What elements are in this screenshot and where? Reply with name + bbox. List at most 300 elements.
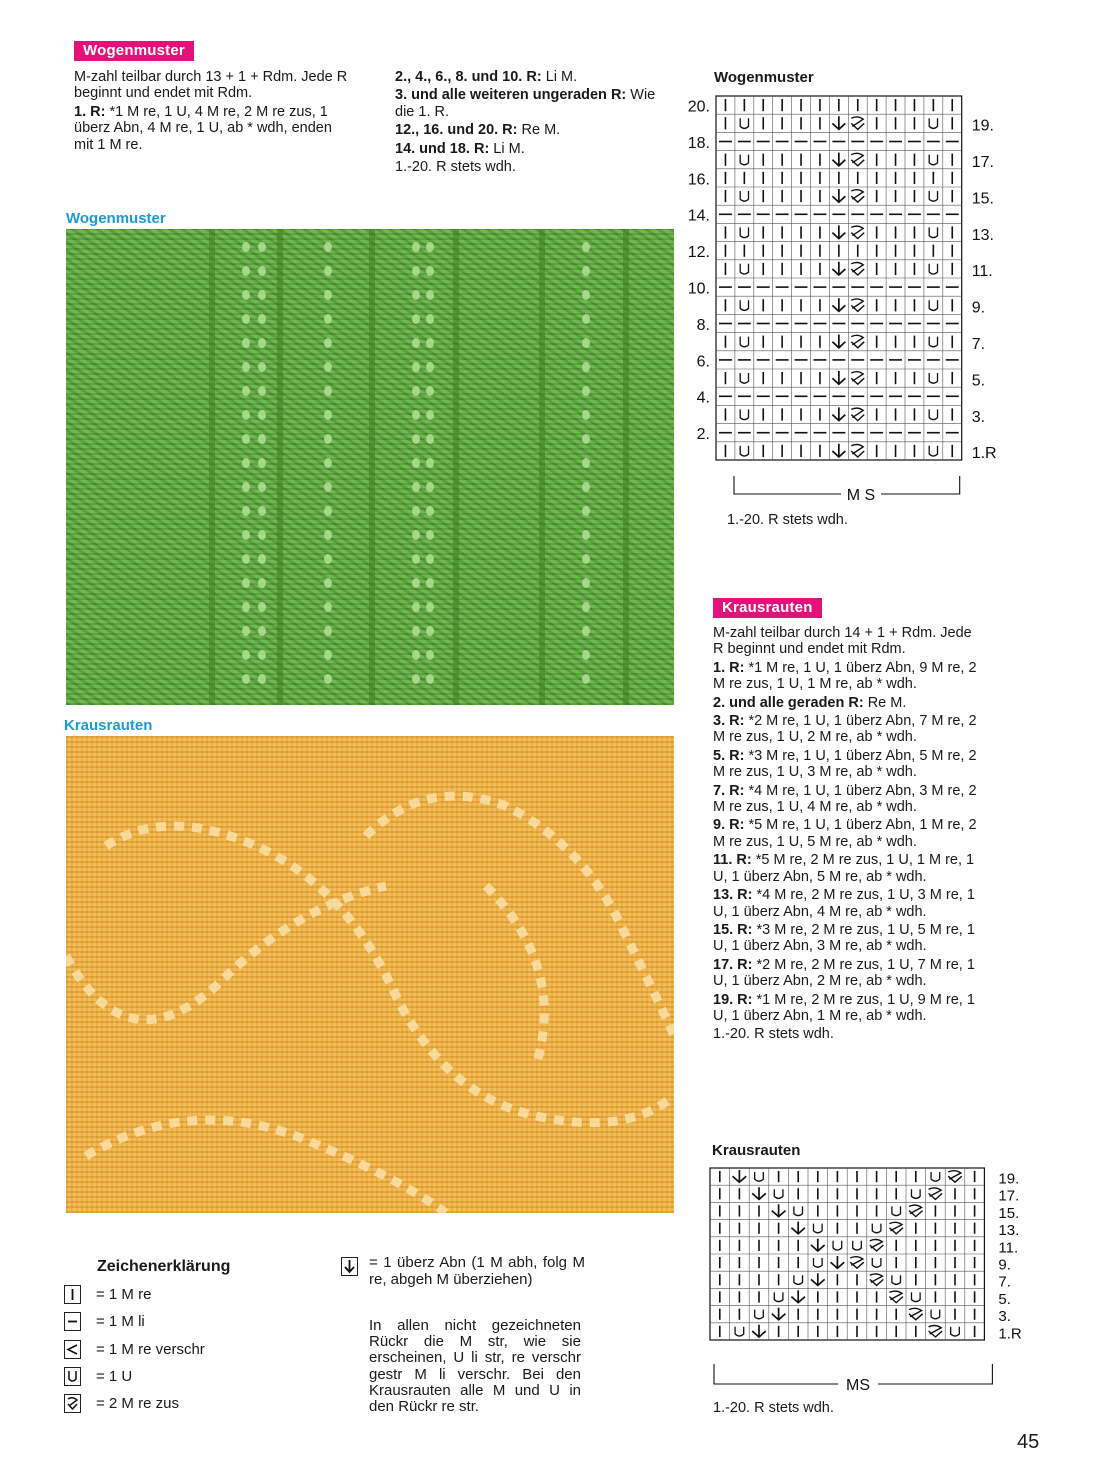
kraus-paragraph bbox=[713, 887, 985, 920]
row-lead: 12., 16. und 20. R: bbox=[395, 122, 518, 139]
yarnover-icon bbox=[833, 1241, 842, 1250]
eyelet bbox=[324, 338, 332, 348]
k2tog-icon bbox=[851, 299, 864, 311]
yarnover-icon bbox=[853, 1241, 862, 1250]
eyelet bbox=[258, 602, 266, 612]
eyelet bbox=[426, 650, 434, 660]
k2tog-icon bbox=[909, 1205, 923, 1216]
eyelet bbox=[426, 458, 434, 468]
yarnover-icon bbox=[740, 373, 748, 383]
row-text: Li M. bbox=[541, 69, 578, 85]
yarnover-icon bbox=[929, 227, 937, 237]
yarnover-icon bbox=[929, 373, 937, 383]
eyelet bbox=[582, 386, 590, 396]
wogen-col1-paragraph bbox=[74, 104, 348, 153]
eyelet bbox=[324, 650, 332, 660]
k2tog-icon bbox=[851, 445, 864, 457]
eyelet bbox=[324, 242, 332, 252]
eyelet bbox=[324, 554, 332, 564]
legend-item-text: = 1 M re verschr bbox=[96, 1341, 205, 1358]
row-number-label: 8. bbox=[696, 316, 710, 334]
kraus-paragraph bbox=[713, 783, 985, 816]
row-number-label: 17. bbox=[998, 1187, 1020, 1205]
yarnover-icon bbox=[755, 1310, 764, 1319]
yarnover-icon bbox=[740, 227, 748, 237]
row-text: *4 M re, 1 U, 1 überz Abn, 3 M re, 2 M re zus, 1 U, 4 M re, ab * wdh. bbox=[713, 782, 977, 816]
eyelet bbox=[426, 530, 434, 540]
yarnover-icon bbox=[735, 1327, 744, 1336]
row-number-label: 12. bbox=[687, 244, 710, 262]
k2tog-icon bbox=[851, 263, 864, 275]
krausrauten-chart bbox=[700, 1164, 1040, 1394]
row-text: *1 M re, 2 M re zus, 1 U, 9 M re, 1 U, 1 überz Abn, 1 M re, ab * wdh. bbox=[713, 991, 975, 1024]
eyelet bbox=[412, 530, 420, 540]
eyelet bbox=[258, 362, 266, 372]
yarnover-icon bbox=[911, 1292, 920, 1301]
skp-decrease-icon bbox=[791, 1222, 805, 1234]
yarnover-icon bbox=[774, 1292, 783, 1301]
legend-item-text: = 1 M re bbox=[96, 1286, 152, 1303]
legend-title: Zeichenerklärung bbox=[97, 1258, 231, 1275]
row-text: *5 M re, 1 U, 1 überz Abn, 1 M re, 2 M re zus, 1 U, 5 M re, ab * wdh. bbox=[713, 817, 977, 850]
page-number: 45 bbox=[1017, 1431, 1040, 1453]
yarnover-icon bbox=[892, 1206, 901, 1215]
wogenmuster-chart-grid bbox=[680, 94, 1020, 534]
wogenmuster-tag bbox=[74, 41, 194, 61]
yarnover-icon bbox=[929, 300, 937, 310]
eyelet bbox=[426, 674, 434, 684]
k2tog-icon bbox=[870, 1240, 884, 1251]
eyelet bbox=[426, 506, 434, 516]
eyelet bbox=[426, 602, 434, 612]
eyelet bbox=[258, 290, 266, 300]
legend-item-text: = 2 M re zus bbox=[96, 1395, 179, 1412]
kraus-paragraph bbox=[713, 748, 985, 781]
row-text: M-zahl teilbar durch 13 + 1 + Rdm. Jede R beginnt und endet mit Rdm. bbox=[74, 69, 348, 102]
eyelet bbox=[242, 602, 250, 612]
eyelet bbox=[324, 458, 332, 468]
eyelet bbox=[412, 242, 420, 252]
kraus-paragraph bbox=[713, 1026, 985, 1042]
skp-decrease-icon bbox=[832, 298, 845, 311]
eyelet bbox=[426, 626, 434, 636]
wogenmuster-photo-caption: Wogenmuster bbox=[66, 210, 166, 227]
wogenmuster-instructions-col1 bbox=[74, 69, 348, 155]
yarnover-icon bbox=[740, 191, 748, 201]
yarnover-icon bbox=[740, 264, 748, 274]
k2tog-icon bbox=[889, 1222, 903, 1233]
krausrauten-tag bbox=[713, 598, 822, 618]
eyelet bbox=[412, 602, 420, 612]
skp-decrease-icon bbox=[772, 1204, 786, 1216]
eyelet bbox=[258, 458, 266, 468]
row-number-label: 20. bbox=[687, 98, 710, 116]
k2tog-icon bbox=[851, 408, 864, 420]
row-lead: 15. R: bbox=[713, 921, 753, 938]
row-text: *5 M re, 2 M re zus, 1 U, 1 M re, 1 U, 1 überz Abn, 5 M re, ab * wdh. bbox=[713, 852, 975, 885]
row-number-label: 2. bbox=[696, 426, 710, 444]
yarnover-icon bbox=[929, 191, 937, 201]
eyelet bbox=[426, 338, 434, 348]
eyelet bbox=[582, 266, 590, 276]
eyelet bbox=[242, 506, 250, 516]
eyelet bbox=[412, 458, 420, 468]
row-number-label: 10. bbox=[687, 280, 710, 298]
k2tog-icon bbox=[851, 190, 864, 202]
row-number-label: 3. bbox=[998, 1308, 1011, 1326]
eyelet bbox=[412, 290, 420, 300]
yarnover-icon bbox=[951, 1327, 960, 1336]
skp-decrease-icon bbox=[752, 1325, 766, 1337]
row-number-label: 7. bbox=[998, 1273, 1011, 1291]
eyelet bbox=[242, 554, 250, 564]
row-number-label: 11. bbox=[971, 263, 993, 281]
row-text: *2 M re, 2 M re zus, 1 U, 7 M re, 1 U, 1 überz Abn, 2 M re, ab * wdh. bbox=[713, 956, 975, 990]
yarnover-icon bbox=[813, 1224, 822, 1233]
yarnover-icon bbox=[872, 1258, 881, 1267]
section-tag: Wogenmuster bbox=[74, 41, 194, 61]
eyelet bbox=[582, 506, 590, 516]
yarnover-icon bbox=[740, 446, 748, 456]
eyelet bbox=[426, 482, 434, 492]
ms-label: M S bbox=[846, 487, 876, 504]
row-number-label: 7. bbox=[971, 335, 986, 353]
row-lead: 9. R: bbox=[713, 817, 745, 834]
eyelet bbox=[258, 434, 266, 444]
eyelet bbox=[582, 290, 590, 300]
legend-skp-text: = 1 überz Abn (1 M abh, folg M re, abgeh M überziehen) bbox=[369, 1254, 585, 1288]
eyelet bbox=[426, 554, 434, 564]
wogen-col2-paragraph bbox=[395, 159, 675, 175]
purl-symbol-icon bbox=[64, 1312, 81, 1331]
kraus-paragraph bbox=[713, 817, 985, 850]
skp-decrease-icon bbox=[772, 1308, 786, 1320]
eyelet bbox=[242, 650, 250, 660]
eyelet bbox=[242, 386, 250, 396]
eyelet bbox=[582, 434, 590, 444]
row-number-label: 16. bbox=[687, 171, 710, 189]
yarnover-icon bbox=[740, 118, 748, 128]
skp-decrease-icon bbox=[811, 1239, 825, 1251]
row-lead: 5. R: bbox=[713, 747, 745, 764]
eyelet bbox=[582, 338, 590, 348]
eyelet bbox=[426, 290, 434, 300]
row-lead: 19. R: bbox=[713, 991, 753, 1008]
krausrauten-photo-caption: Krausrauten bbox=[64, 717, 153, 734]
row-number-label: 18. bbox=[687, 134, 710, 152]
legend-item-text: = 1 U bbox=[96, 1368, 133, 1385]
row-text: Li M. bbox=[489, 140, 525, 157]
skp-decrease-icon bbox=[832, 371, 845, 384]
wogenmuster-chart-title: Wogenmuster bbox=[714, 69, 814, 86]
eyelet bbox=[426, 578, 434, 588]
eyelet bbox=[242, 674, 250, 684]
row-lead: 11. R: bbox=[713, 852, 752, 869]
skp-decrease-icon bbox=[831, 1256, 845, 1268]
eyelet bbox=[258, 266, 266, 276]
legend-note: In allen nicht gezeichneten Rückr die M str, wie sie erscheinen, U li str, re verschr gestr M li verschr. Bei den Krausrauten alle M und U in den Rückr re str. bbox=[369, 1317, 581, 1416]
row-number-label: 17. bbox=[971, 153, 994, 171]
section-tag: Krausrauten bbox=[713, 598, 822, 618]
wogen-col1-paragraph bbox=[74, 69, 348, 102]
eyelet bbox=[426, 386, 434, 396]
eyelet bbox=[242, 434, 250, 444]
eyelet bbox=[582, 674, 590, 684]
eyelet bbox=[258, 554, 266, 564]
eyelet bbox=[242, 458, 250, 468]
wogen-col2-paragraph bbox=[395, 69, 675, 85]
eyelet bbox=[258, 650, 266, 660]
yarnover-icon bbox=[740, 337, 748, 347]
row-number-label: 15. bbox=[998, 1204, 1020, 1222]
kraus-paragraph bbox=[713, 625, 985, 658]
skp-symbol-icon bbox=[341, 1257, 358, 1276]
k2tog-icon bbox=[929, 1326, 943, 1337]
eyelet bbox=[412, 314, 420, 324]
row-lead: 13. R: bbox=[713, 887, 753, 904]
eyelet bbox=[426, 410, 434, 420]
eyelet bbox=[412, 650, 420, 660]
row-number-label: 6. bbox=[696, 353, 710, 371]
eyelet bbox=[258, 482, 266, 492]
krausrauten-chart-grid bbox=[700, 1164, 1040, 1394]
wogenmuster-chart bbox=[680, 94, 1020, 534]
skp-decrease-icon bbox=[811, 1273, 825, 1285]
eyelet bbox=[242, 338, 250, 348]
eyelet bbox=[324, 434, 332, 444]
eyelet bbox=[412, 506, 420, 516]
row-lead: 2. und alle geraden R: bbox=[713, 694, 864, 711]
row-number-label: 14. bbox=[687, 207, 710, 225]
kraus-paragraph bbox=[713, 713, 985, 746]
row-number-label: 13. bbox=[998, 1222, 1020, 1240]
row-number-label: 1.R bbox=[971, 445, 997, 463]
eyelet bbox=[242, 242, 250, 252]
row-number-label: 9. bbox=[998, 1256, 1011, 1274]
eyelet bbox=[258, 242, 266, 252]
eyelet bbox=[324, 386, 332, 396]
eyelet bbox=[324, 314, 332, 324]
eyelet bbox=[242, 362, 250, 372]
eyelet bbox=[324, 290, 332, 300]
eyelet bbox=[582, 314, 590, 324]
yarnover-icon bbox=[794, 1206, 803, 1215]
eyelet bbox=[242, 530, 250, 540]
row-text: *3 M re, 2 M re zus, 1 U, 5 M re, 1 U, 1 überz Abn, 3 M re, ab * wdh. bbox=[713, 921, 975, 955]
yarnover-icon bbox=[929, 409, 937, 419]
eyelet bbox=[258, 578, 266, 588]
eyelet bbox=[242, 626, 250, 636]
eyelet bbox=[258, 674, 266, 684]
eyelet bbox=[258, 386, 266, 396]
row-number-label: 11. bbox=[998, 1239, 1019, 1257]
skp-decrease-icon bbox=[832, 444, 845, 457]
eyelet bbox=[412, 482, 420, 492]
eyelet bbox=[324, 602, 332, 612]
row-text: Wie die 1. R. bbox=[395, 87, 656, 120]
skp-decrease-icon bbox=[733, 1170, 747, 1182]
eyelet bbox=[582, 554, 590, 564]
eyelet bbox=[412, 410, 420, 420]
eyelet bbox=[324, 482, 332, 492]
k2tog-icon bbox=[870, 1274, 884, 1285]
row-text: *1 M re, 1 U, 4 M re, 2 M re zus, 1 überz Abn, 4 M re, 1 U, ab * wdh, enden mit 1 M re. bbox=[74, 103, 332, 153]
row-number-label: 1.R bbox=[998, 1325, 1022, 1343]
row-text: M-zahl teilbar durch 14 + 1 + Rdm. Jede R beginnt und endet mit Rdm. bbox=[713, 625, 972, 658]
row-lead: 17. R: bbox=[713, 956, 753, 973]
wogen-col2-paragraph bbox=[395, 122, 675, 138]
krausrauten-chart-title: Krausrauten bbox=[712, 1142, 801, 1159]
row-lead: 7. R: bbox=[713, 782, 745, 799]
yarnover-icon bbox=[931, 1172, 940, 1181]
yarnover-icon bbox=[755, 1172, 764, 1181]
yarnover-icon bbox=[813, 1258, 822, 1267]
skp-decrease-icon bbox=[791, 1290, 805, 1302]
eyelet bbox=[582, 242, 590, 252]
row-lead: 3. und alle weiteren ungeraden R: bbox=[395, 87, 627, 104]
eyelet bbox=[412, 626, 420, 636]
kraus-paragraph bbox=[713, 695, 985, 711]
row-number-label: 3. bbox=[971, 408, 986, 426]
row-number-label: 4. bbox=[696, 389, 710, 407]
row-lead: 1. R: bbox=[713, 659, 745, 676]
row-text: 1.-20. R stets wdh. bbox=[395, 159, 516, 176]
row-text: Re M. bbox=[863, 694, 907, 711]
k2tog-icon bbox=[851, 153, 864, 165]
eyelet bbox=[582, 602, 590, 612]
skp-decrease-icon bbox=[832, 262, 845, 275]
krausrauten-instructions bbox=[713, 625, 985, 1045]
eyelet bbox=[324, 626, 332, 636]
eyelet bbox=[426, 434, 434, 444]
k2tog-icon bbox=[851, 117, 864, 129]
skp-decrease-icon bbox=[832, 335, 845, 348]
krausrauten-repeat-note: 1.-20. R stets wdh. bbox=[713, 1400, 834, 1416]
wogenmuster-photo bbox=[66, 229, 674, 705]
yarnover-icon bbox=[911, 1189, 920, 1198]
skp-decrease-icon bbox=[832, 116, 845, 129]
row-text: 1.-20. R stets wdh. bbox=[713, 1026, 834, 1043]
legend-item-text: = 1 M li bbox=[96, 1313, 145, 1330]
eyelet bbox=[582, 458, 590, 468]
k2tog-icon bbox=[851, 372, 864, 384]
yarnover-icon bbox=[929, 264, 937, 274]
kraus-paragraph bbox=[713, 660, 985, 693]
eyelet bbox=[412, 578, 420, 588]
yarnover-icon bbox=[929, 446, 937, 456]
eyelet bbox=[324, 578, 332, 588]
k2tog-icon bbox=[948, 1171, 962, 1182]
knit-symbol-icon bbox=[64, 1285, 81, 1304]
k2tog-symbol-icon bbox=[64, 1394, 81, 1413]
eyelet bbox=[324, 362, 332, 372]
eyelet bbox=[582, 362, 590, 372]
k2tog-icon bbox=[929, 1188, 943, 1199]
yarnover-icon bbox=[872, 1224, 881, 1233]
row-number-label: 9. bbox=[971, 299, 986, 317]
wogenmuster-repeat-note: 1.-20. R stets wdh. bbox=[727, 512, 848, 528]
yarnover-icon bbox=[929, 118, 937, 128]
eyelet bbox=[412, 554, 420, 564]
row-number-label: 19. bbox=[998, 1170, 1020, 1188]
yarnover-icon bbox=[774, 1189, 783, 1198]
eyelet bbox=[324, 410, 332, 420]
eyelet bbox=[242, 266, 250, 276]
row-lead: 2., 4., 6., 8. und 10. R: bbox=[395, 69, 542, 85]
eyelet bbox=[582, 410, 590, 420]
row-lead: 3. R: bbox=[713, 713, 745, 730]
eyelet bbox=[426, 242, 434, 252]
row-text: *2 M re, 1 U, 1 überz Abn, 7 M re, 2 M re zus, 1 U, 2 M re, ab * wdh. bbox=[713, 713, 977, 746]
eyelet bbox=[242, 410, 250, 420]
k2tog-icon bbox=[851, 335, 864, 347]
eyelet bbox=[258, 506, 266, 516]
eyelet bbox=[258, 626, 266, 636]
eyelet bbox=[412, 674, 420, 684]
yarnover-symbol-icon bbox=[64, 1367, 81, 1386]
eyelet bbox=[582, 530, 590, 540]
ms-label: MS bbox=[846, 1377, 870, 1394]
skp-decrease-icon bbox=[832, 189, 845, 202]
row-number-label: 5. bbox=[998, 1290, 1011, 1308]
eyelet bbox=[324, 530, 332, 540]
yarnover-icon bbox=[740, 155, 748, 165]
row-number-label: 13. bbox=[971, 226, 994, 244]
row-number-label: 19. bbox=[971, 117, 994, 135]
yarnover-icon bbox=[929, 337, 937, 347]
eyelet bbox=[324, 506, 332, 516]
wogenmuster-instructions-col2 bbox=[395, 69, 675, 177]
eyelet bbox=[412, 338, 420, 348]
k2tog-icon bbox=[909, 1308, 923, 1319]
eyelet bbox=[426, 362, 434, 372]
eyelet bbox=[258, 530, 266, 540]
row-text: *4 M re, 2 M re zus, 1 U, 3 M re, 1 U, 1 überz Abn, 4 M re, ab * wdh. bbox=[713, 887, 975, 920]
kraus-paragraph bbox=[713, 957, 985, 990]
yarnover-icon bbox=[740, 300, 748, 310]
eyelet bbox=[412, 362, 420, 372]
eyelet bbox=[426, 314, 434, 324]
eyelet bbox=[242, 578, 250, 588]
row-number-label: 15. bbox=[971, 190, 994, 208]
wogen-col2-paragraph bbox=[395, 87, 675, 120]
row-lead: 1. R: bbox=[74, 103, 106, 120]
eyelet bbox=[258, 410, 266, 420]
eyelet bbox=[324, 674, 332, 684]
k2tog-icon bbox=[850, 1257, 864, 1268]
eyelet bbox=[582, 650, 590, 660]
yarnover-icon bbox=[794, 1275, 803, 1284]
eyelet bbox=[242, 290, 250, 300]
kraus-paragraph bbox=[713, 922, 985, 955]
eyelet bbox=[258, 338, 266, 348]
eyelet bbox=[412, 434, 420, 444]
wogen-col2-paragraph bbox=[395, 141, 675, 157]
yarnover-icon bbox=[892, 1275, 901, 1284]
krausrauten-photo bbox=[66, 736, 674, 1213]
kraus-paragraph bbox=[713, 852, 985, 885]
eyelet bbox=[242, 482, 250, 492]
skp-decrease-icon bbox=[832, 225, 845, 238]
row-text: *1 M re, 1 U, 1 überz Abn, 9 M re, 2 M re zus, 1 U, 1 M re, ab * wdh. bbox=[713, 659, 977, 693]
eyelet bbox=[324, 266, 332, 276]
eyelet bbox=[258, 314, 266, 324]
skp-decrease-icon bbox=[832, 407, 845, 420]
eyelet bbox=[412, 266, 420, 276]
kraus-paragraph bbox=[713, 992, 985, 1025]
yarnover-icon bbox=[740, 409, 748, 419]
eyelet bbox=[412, 386, 420, 396]
